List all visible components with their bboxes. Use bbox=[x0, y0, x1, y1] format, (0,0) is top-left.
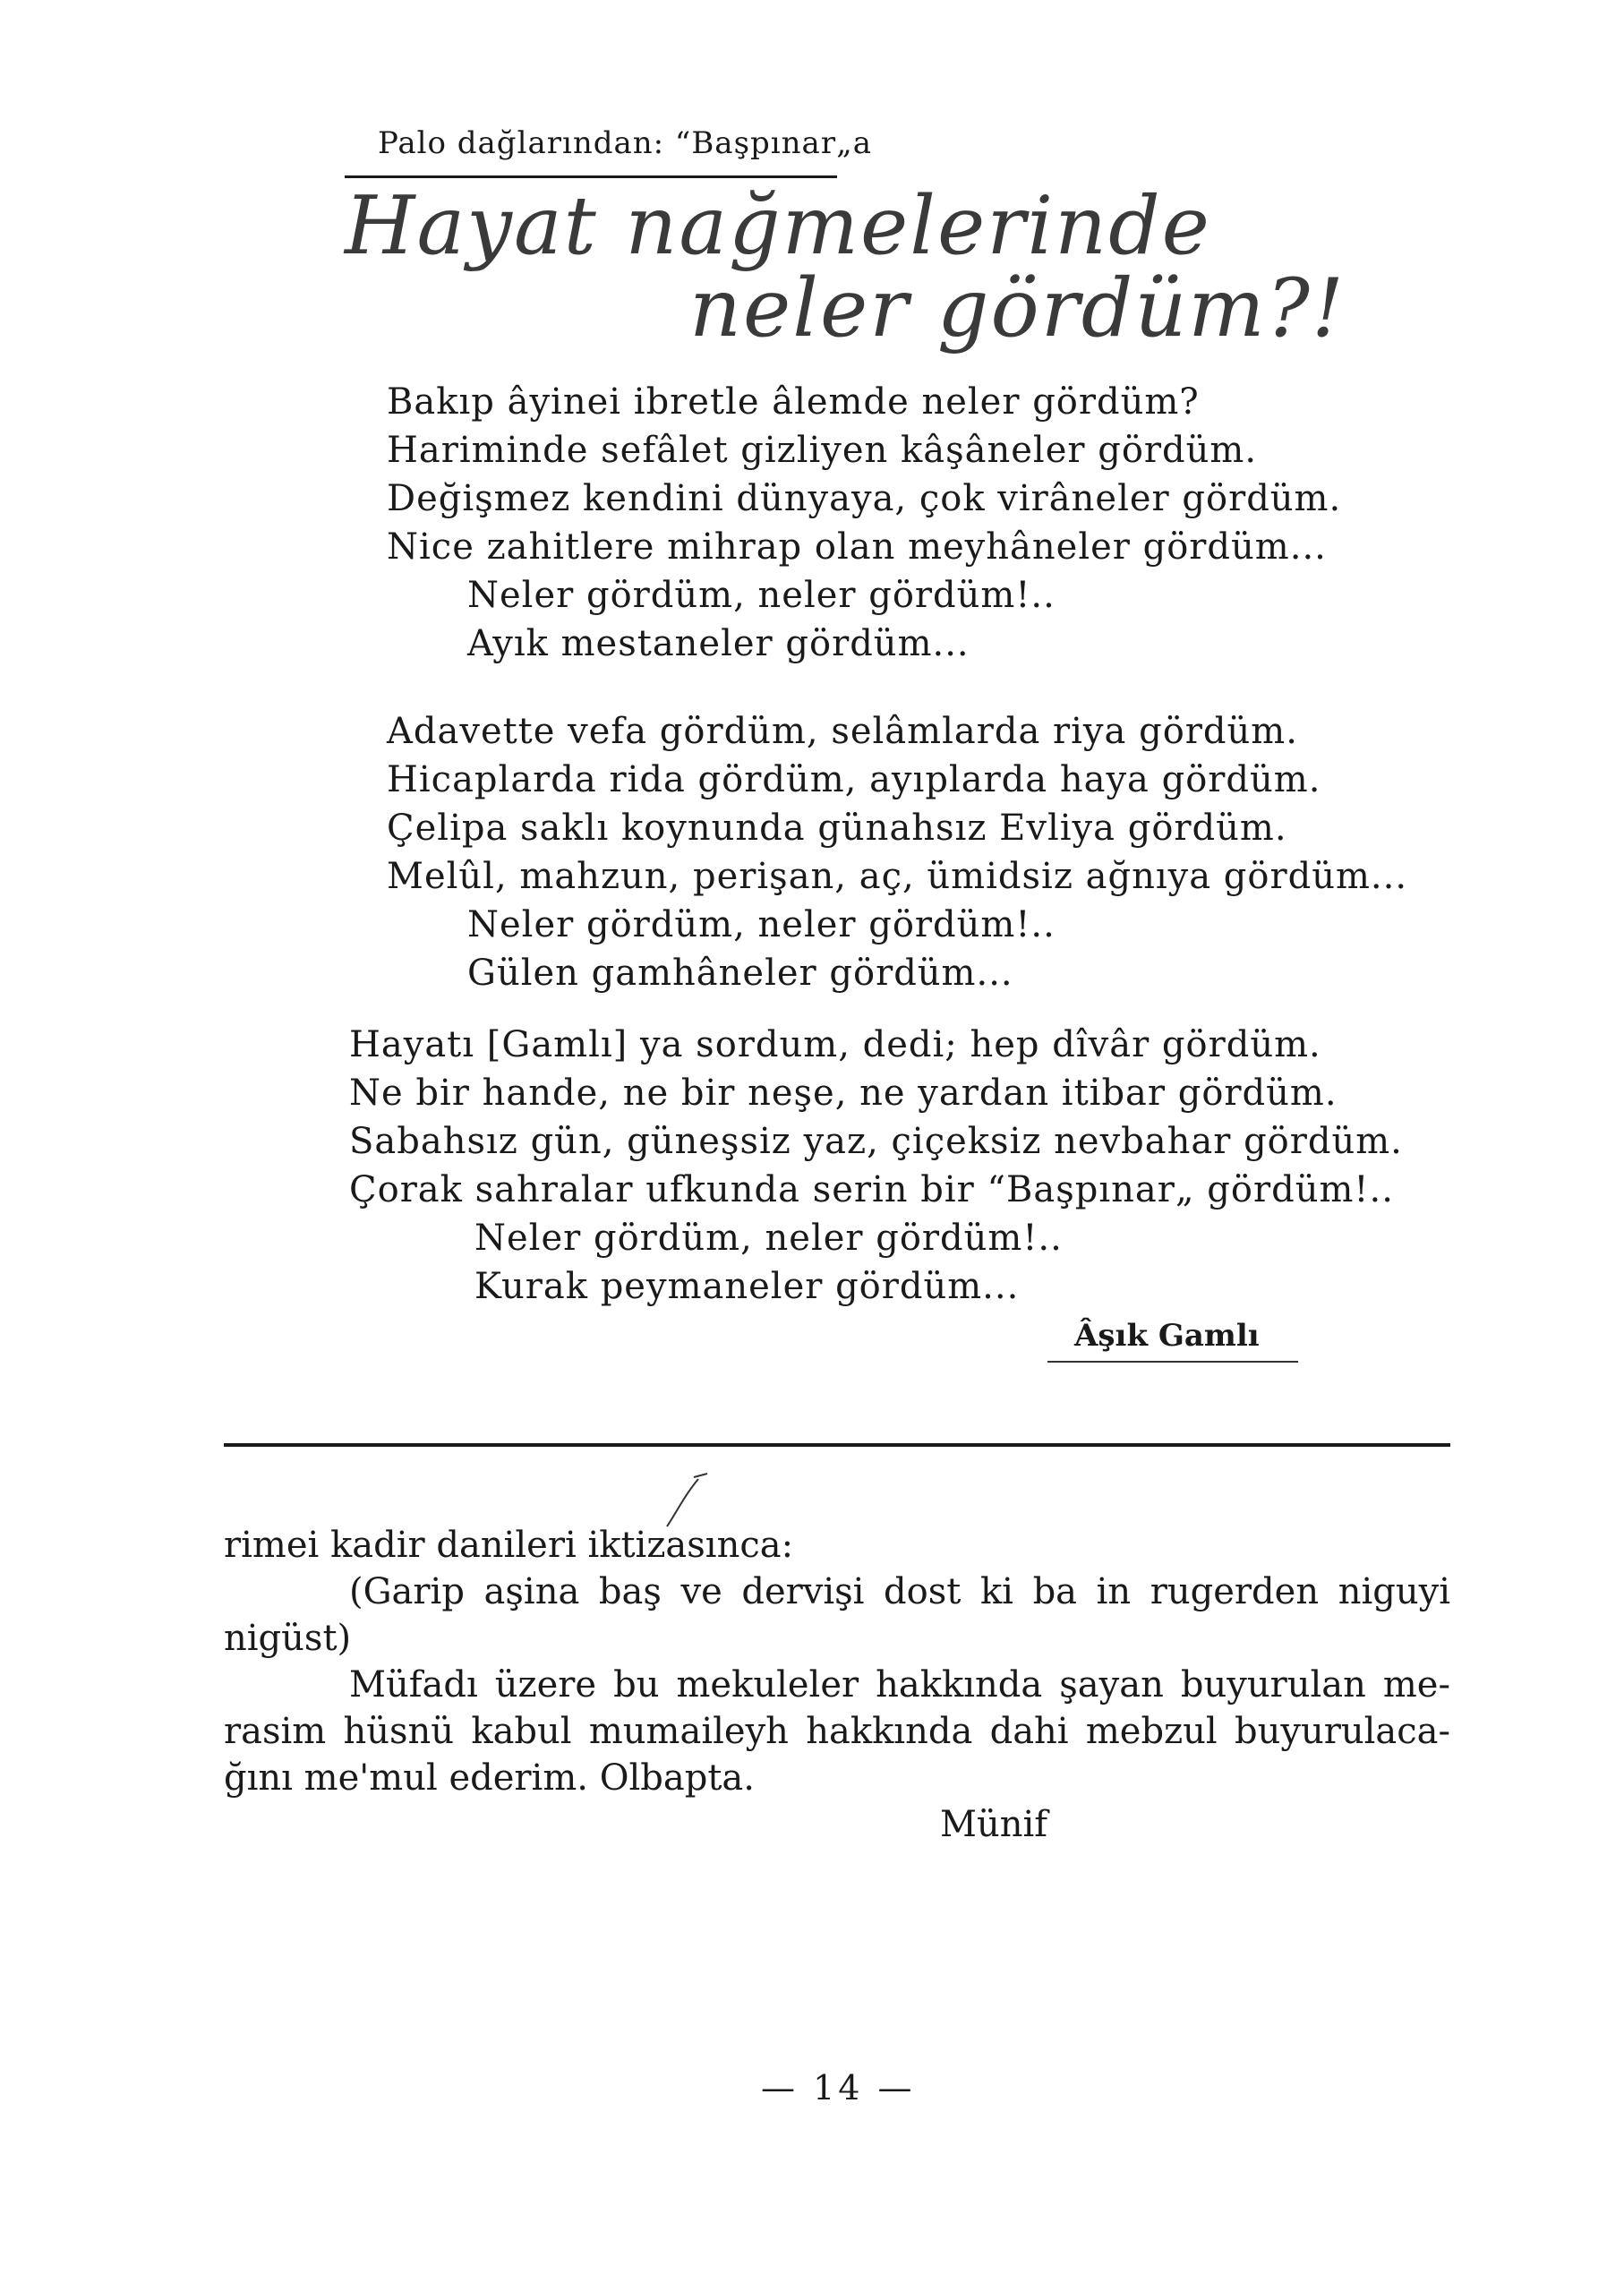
letter-quote-line: (Garip aşina baş ve dervişi dost ki ba in rugerden niguyi bbox=[349, 1571, 1450, 1612]
poem-line: Melûl, mahzun, perişan, aç, ümidsiz ağnıya gördüm... bbox=[387, 856, 1408, 897]
poem-line: Bakıp âyinei ibretle âlemde neler gördüm? bbox=[387, 381, 1200, 423]
letter-body-line: ğını me'mul ederim. Olbapta. bbox=[224, 1757, 755, 1799]
letter-signature: Münif bbox=[940, 1804, 1048, 1845]
poem-line: Hicaplarda rida gördüm, ayıplarda haya gördüm. bbox=[387, 759, 1321, 800]
letter-body-line: rasim hüsnü kabul mumaileyh hakkında dahi mebzul buyurulaca- bbox=[224, 1711, 1450, 1752]
title-line-2: neler gördüm?! bbox=[689, 261, 1346, 355]
poem-refrain: Neler gördüm, neler gördüm!.. bbox=[467, 904, 1056, 945]
poem-refrain: Kurak peymaneler gördüm... bbox=[474, 1266, 1020, 1307]
poem-refrain: Neler gördüm, neler gördüm!.. bbox=[467, 575, 1056, 616]
letter-text bbox=[224, 1522, 1450, 1848]
poem-stanza-1 bbox=[387, 378, 1341, 668]
poem-line: Hayatı [Gamlı] ya sordum, dedi; hep dîvâr gördüm. bbox=[349, 1024, 1321, 1065]
poem-line: Çelipa saklı koynunda günahsız Evliya gördüm. bbox=[387, 808, 1287, 849]
poem-refrain: Neler gördüm, neler gördüm!.. bbox=[474, 1218, 1063, 1259]
title-line-1: Hayat nağmelerinde bbox=[345, 179, 1211, 273]
section-divider bbox=[224, 1443, 1450, 1447]
poem-refrain: Gülen gamhâneler gördüm... bbox=[467, 953, 1013, 994]
kicker-text: Palo dağlarından: “Başpınar„a bbox=[378, 125, 872, 161]
letter-intro: rimei kadir danileri iktizasınca: bbox=[224, 1525, 794, 1566]
poem-line: Değişmez kendini dünyaya, çok virâneler gördüm. bbox=[387, 478, 1342, 519]
poem-refrain: Ayık mestaneler gördüm... bbox=[467, 623, 970, 664]
poem-stanza-2 bbox=[387, 707, 1407, 997]
signature-underline bbox=[1047, 1361, 1298, 1363]
letter-body-line: Müfadı üzere bu mekuleler hakkında şayan buyurulan me- bbox=[349, 1664, 1450, 1706]
poem-stanza-3 bbox=[349, 1021, 1403, 1311]
kicker-underline bbox=[345, 175, 837, 178]
poem-line: Sabahsız gün, güneşsiz yaz, çiçeksiz nevbahar gördüm. bbox=[349, 1121, 1403, 1162]
poem-line: Ne bir hande, ne bir neşe, ne yardan itibar gördüm. bbox=[349, 1073, 1338, 1114]
poem-line: Adavette vefa gördüm, selâmlarda riya gördüm. bbox=[387, 711, 1298, 752]
poem-signature: Âşık Gamlı bbox=[1074, 1318, 1260, 1354]
poem-line: Çorak sahralar ufkunda serin bir “Başpınar„ gördüm!.. bbox=[349, 1169, 1394, 1210]
page-number: — 14 — bbox=[761, 2068, 916, 2107]
poem-line: Nice zahitlere mihrap olan meyhâneler gördüm... bbox=[387, 526, 1327, 568]
poem-line: Hariminde sefâlet gizliyen kâşâneler gördüm. bbox=[387, 430, 1258, 471]
letter-quote-line: nigüst) bbox=[224, 1618, 352, 1659]
